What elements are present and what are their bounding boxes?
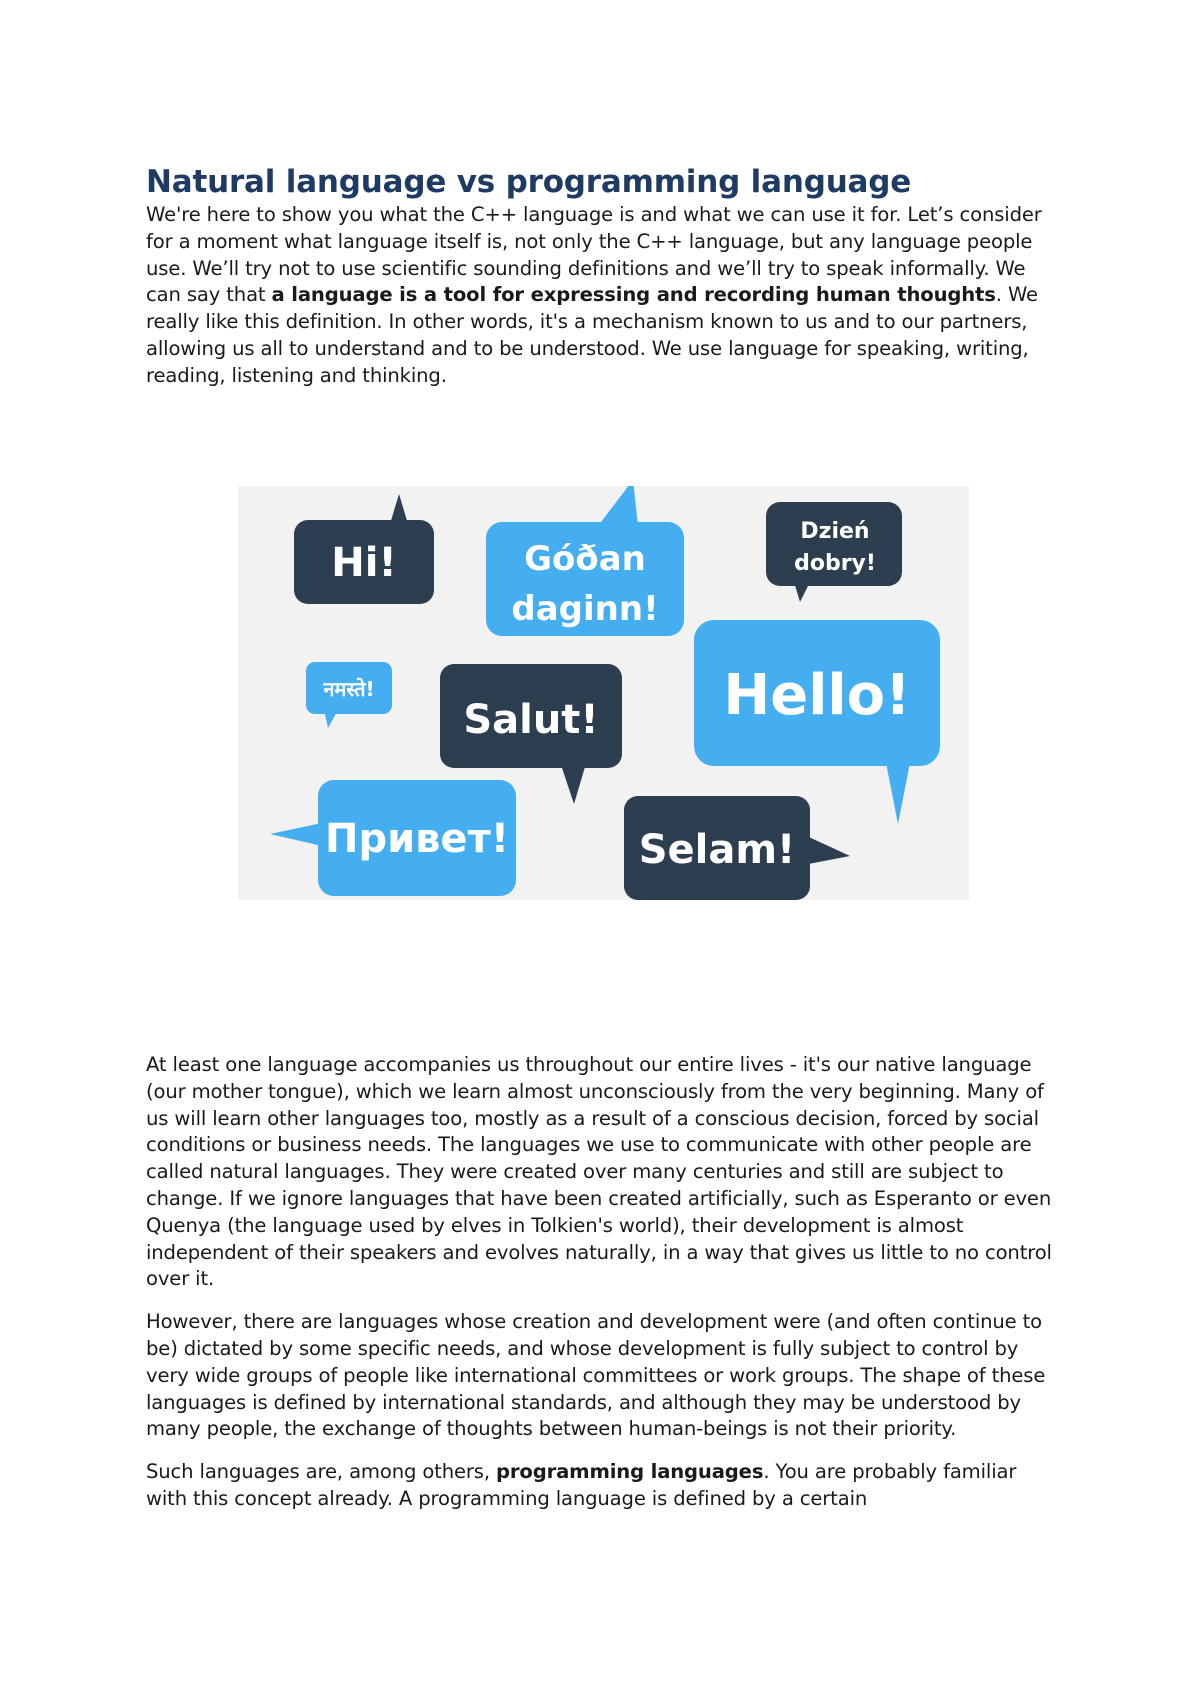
intro-text-before: We're here to show you what the C++ language is and what we can use it for. Let’s consider for a moment what language itself is, not only the C++ language, but any language people use. We’ll try not to use scientific sounding definitions and we’ll try to speak informally. We can say that <box>146 203 1042 307</box>
intro-paragraph <box>146 202 1056 390</box>
paragraph-natural-languages: At least one language accompanies us throughout our entire lives - it's our native language (our mother tongue), which we learn almost unconsciously from the very beginning. Many of us will learn other languages too, mostly as a result of a conscious decision, forced by social conditions or business needs. The languages we use to communicate with other people are called natural languages. They were created over many centuries and still are subject to change. If we ignore languages that have been created artificially, such as Esperanto or even Quenya (the language used by elves in Tolkien's world), their development is almost independent of their speakers and evolves naturally, in a way that gives us little to no control over it. <box>146 1053 1052 1291</box>
bubble-privet-text: Привет! <box>324 816 510 862</box>
bubble-namaste-text: नमस्ते! <box>323 677 375 701</box>
bubble-selam-text: Selam! <box>638 827 796 873</box>
bubble-dzien-text: Dzień <box>800 519 870 544</box>
intro-text-after: . We really like this definition. In other words, it's a mechanism known to us and to our partners, allowing us all to understand and to be understood. We use language for speaking, writing, reading, listening and thinking. <box>146 283 1038 387</box>
bubble-hi <box>294 494 434 604</box>
speech-bubbles-image <box>238 486 969 900</box>
bubble-daginn-text: daginn! <box>511 589 659 629</box>
page-title: Natural language vs programming language <box>146 164 912 200</box>
p4-bold-term: programming languages <box>496 1460 764 1484</box>
article-top <box>146 162 1056 390</box>
p4-text-after: . You are probably familiar with this concept already. A programming language is defined by a certain <box>146 1460 1017 1510</box>
bubble-namaste <box>306 662 392 728</box>
bubble-hello-text: Hello! <box>723 663 911 728</box>
bubble-hello <box>694 620 940 824</box>
paragraph-programming-languages <box>146 1459 1056 1513</box>
bubble-selam <box>624 796 850 900</box>
bubble-godan-text: Góðan <box>524 539 646 579</box>
article-body <box>146 1052 1056 1529</box>
bubble-dobry-text: dobry! <box>794 551 876 576</box>
bubble-hi-text: Hi! <box>331 540 397 586</box>
paragraph-artificial-languages: However, there are languages whose creation and development were (and often continue to be) dictated by some specific needs, and whose development is fully subject to control by very wide groups of people like international committees or work groups. The shape of these languages is defined by international standards, and although they may be understood by many people, the exchange of thoughts between human-beings is not their priority. <box>146 1310 1046 1441</box>
p4-text-before: Such languages are, among others, <box>146 1460 497 1484</box>
bubble-privet <box>270 780 516 896</box>
bubble-godan-daginn <box>486 486 684 636</box>
intro-definition: a language is a tool for expressing and recording human thoughts <box>271 283 996 307</box>
bubble-dzien-dobry <box>766 502 902 602</box>
bubble-salut-text: Salut! <box>463 697 599 743</box>
